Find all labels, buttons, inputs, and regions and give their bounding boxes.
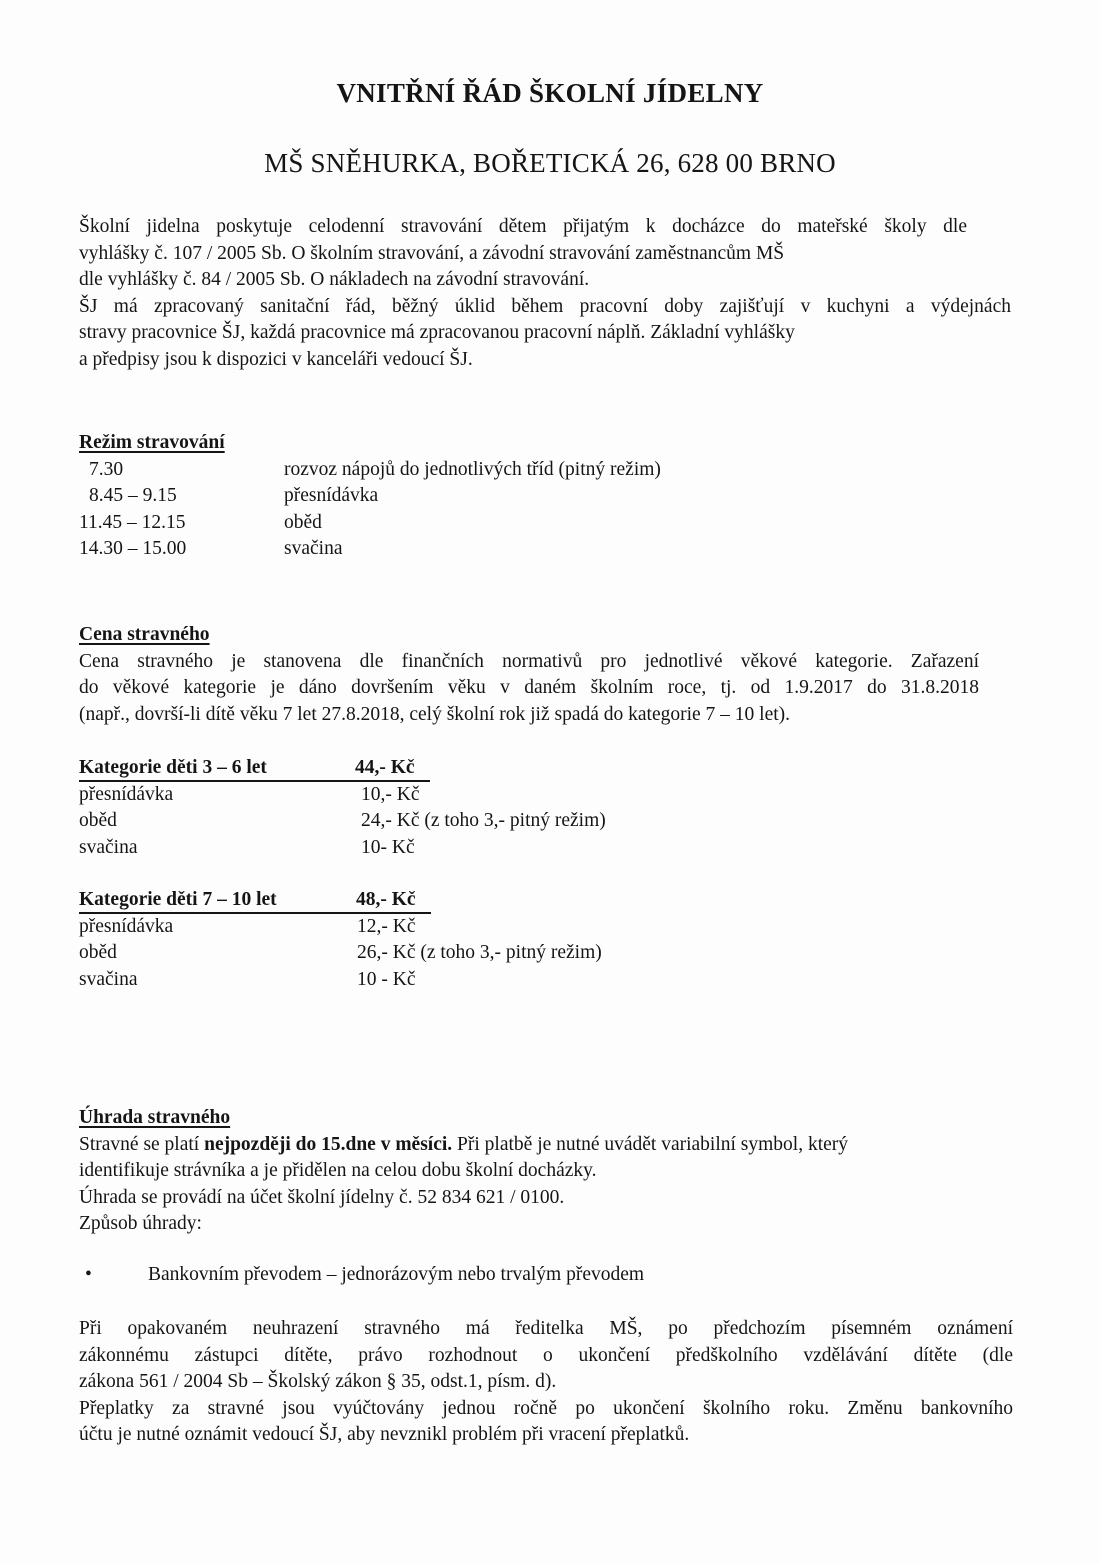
closing-line: zákonnému zástupci dítěte, právo rozhodnout o ukončení předškolního vzdělávání dítěte (dle [79,1344,1013,1366]
closing-line: zákona 561 / 2004 Sb – Školský zákon § 35, odst.1, písm. d). [79,1371,557,1392]
category-item [79,782,1019,809]
category-header [79,887,1019,914]
payment-heading: Úhrada stravného [79,1107,231,1128]
item-price: 10 - Kč [357,968,416,990]
item-name: oběd [79,810,117,831]
item-price: 10,- Kč [361,783,420,805]
item-name: svačina [79,968,138,990]
item-name: přesnídávka [79,783,174,805]
payment-method-label: Způsob úhrady: [79,1213,202,1234]
schedule-time: 7.30 [89,458,124,480]
item-price: 12,- Kč [357,915,416,937]
payment-bullet-list [79,1262,1019,1289]
category-section [79,887,1019,993]
closing-line: Při opakovaném neuhrazení stravného má ředitelka MŠ, po předchozím písemném oznámení [79,1318,1013,1339]
closing-line: účtu je nutné oznámit vedoucí ŠJ, aby nevznikl problém při vracení přeplatků. [79,1424,690,1445]
item-price: 10- Kč [361,836,415,858]
item-price: 26,- Kč (z toho 3,- pitný režim) [357,942,602,963]
price-heading: Cena stravného [79,624,210,645]
price-line: Cena stravného je stanovena dle finančních normativů pro jednotlivé věkové kategorie. Zařazení [79,650,979,672]
category-item [79,914,1019,941]
schedule-text: přesnídávka [284,485,379,506]
bullet-icon: • [85,1264,92,1285]
category-item [79,940,1019,967]
intro-line: vyhlášky č. 107 / 2005 Sb. O školním stravování, a závodní stravování zaměstnancům MŠ [79,242,785,264]
intro-line: a předpisy jsou k dispozici v kanceláři vedoucí ŠJ. [79,348,473,370]
schedule-text: rozvoz nápojů do jednotlivých tříd (pitný režim) [284,458,661,480]
price-line: (např., dovrší-li dítě věku 7 let 27.8.2018, celý školní rok již spadá do kategorie 7 – 10 let). [79,703,791,725]
price-line: do věkové kategorie je dáno dovršením věku v daném školním roce, tj. od 1.9.2017 do 31.8.2018 [79,677,979,698]
bullet-text: Bankovním převodem – jednorázovým nebo trvalým převodem [148,1264,645,1285]
category-section [79,755,1019,861]
schedule-row [79,536,1019,563]
schedule-text: oběd [284,511,322,533]
category-label: Kategorie děti 3 – 6 let [79,757,267,778]
category-label: Kategorie děti 7 – 10 let [79,889,277,910]
category-total: 48,- Kč [356,889,416,910]
closing-paragraph [79,1316,1013,1449]
intro-line: Školní jidelna poskytuje celodenní stravování dětem přijatým k docházce do mateřské školy dle [79,216,967,237]
item-name: oběd [79,942,117,963]
payment-line: identifikuje strávníka a je přidělen na celou dobu školní docházky. [79,1160,597,1181]
category-header [79,755,1019,782]
payment-line [79,1132,1015,1159]
category-item [79,808,1019,835]
schedule-time: 11.45 – 12.15 [79,511,186,533]
item-name: svačina [79,836,138,858]
payment-deadline: nejpozději do 15.dne v měsíci. [204,1133,453,1155]
schedule-section [79,430,1019,563]
payment-section [79,1105,1015,1238]
category-item [79,967,1019,994]
intro-line: ŠJ má zpracovaný sanitační řád, běžný úklid během pracovní doby zajišťují v kuchyni a výdejnách [79,295,1011,317]
schedule-time: 8.45 – 9.15 [89,485,177,506]
payment-line1-pre: Stravné se platí [79,1133,205,1155]
item-price: 24,- Kč (z toho 3,- pitný režim) [361,810,606,831]
intro-line: dle vyhlášky č. 84 / 2005 Sb. O nákladech na závodní stravování. [79,269,590,290]
closing-line: Přeplatky za stravné jsou vyúčtovány jednou ročně po ukončení školního roku. Změnu bankovního [79,1397,1013,1419]
category-item [79,835,1019,862]
intro-paragraph [79,214,1011,373]
payment-line1-post: Při platbě je nutné uvádět variabilní symbol, který [452,1133,849,1155]
price-section [79,622,979,728]
item-name: přesnídávka [79,915,174,937]
schedule-row [79,457,1019,484]
schedule-row [79,510,1019,537]
document-title: VNITŘNÍ ŘÁD ŠKOLNÍ JÍDELNY [336,78,764,108]
schedule-heading: Režim stravování [79,432,225,453]
schedule-time: 14.30 – 15.00 [79,538,187,559]
schedule-row [79,483,1019,510]
schedule-text: svačina [284,538,343,559]
category-total: 44,- Kč [355,757,415,778]
intro-line: stravy pracovnice ŠJ, každá pracovnice má zpracovanou pracovní náplň. Základní vyhlášky [79,322,795,343]
list-item [79,1262,1019,1289]
document-subtitle: MŠ SNĚHURKA, BOŘETICKÁ 26, 628 00 BRNO [264,148,836,178]
payment-account: Úhrada se provádí na účet školní jídelny č. 52 834 621 / 0100. [79,1186,565,1208]
